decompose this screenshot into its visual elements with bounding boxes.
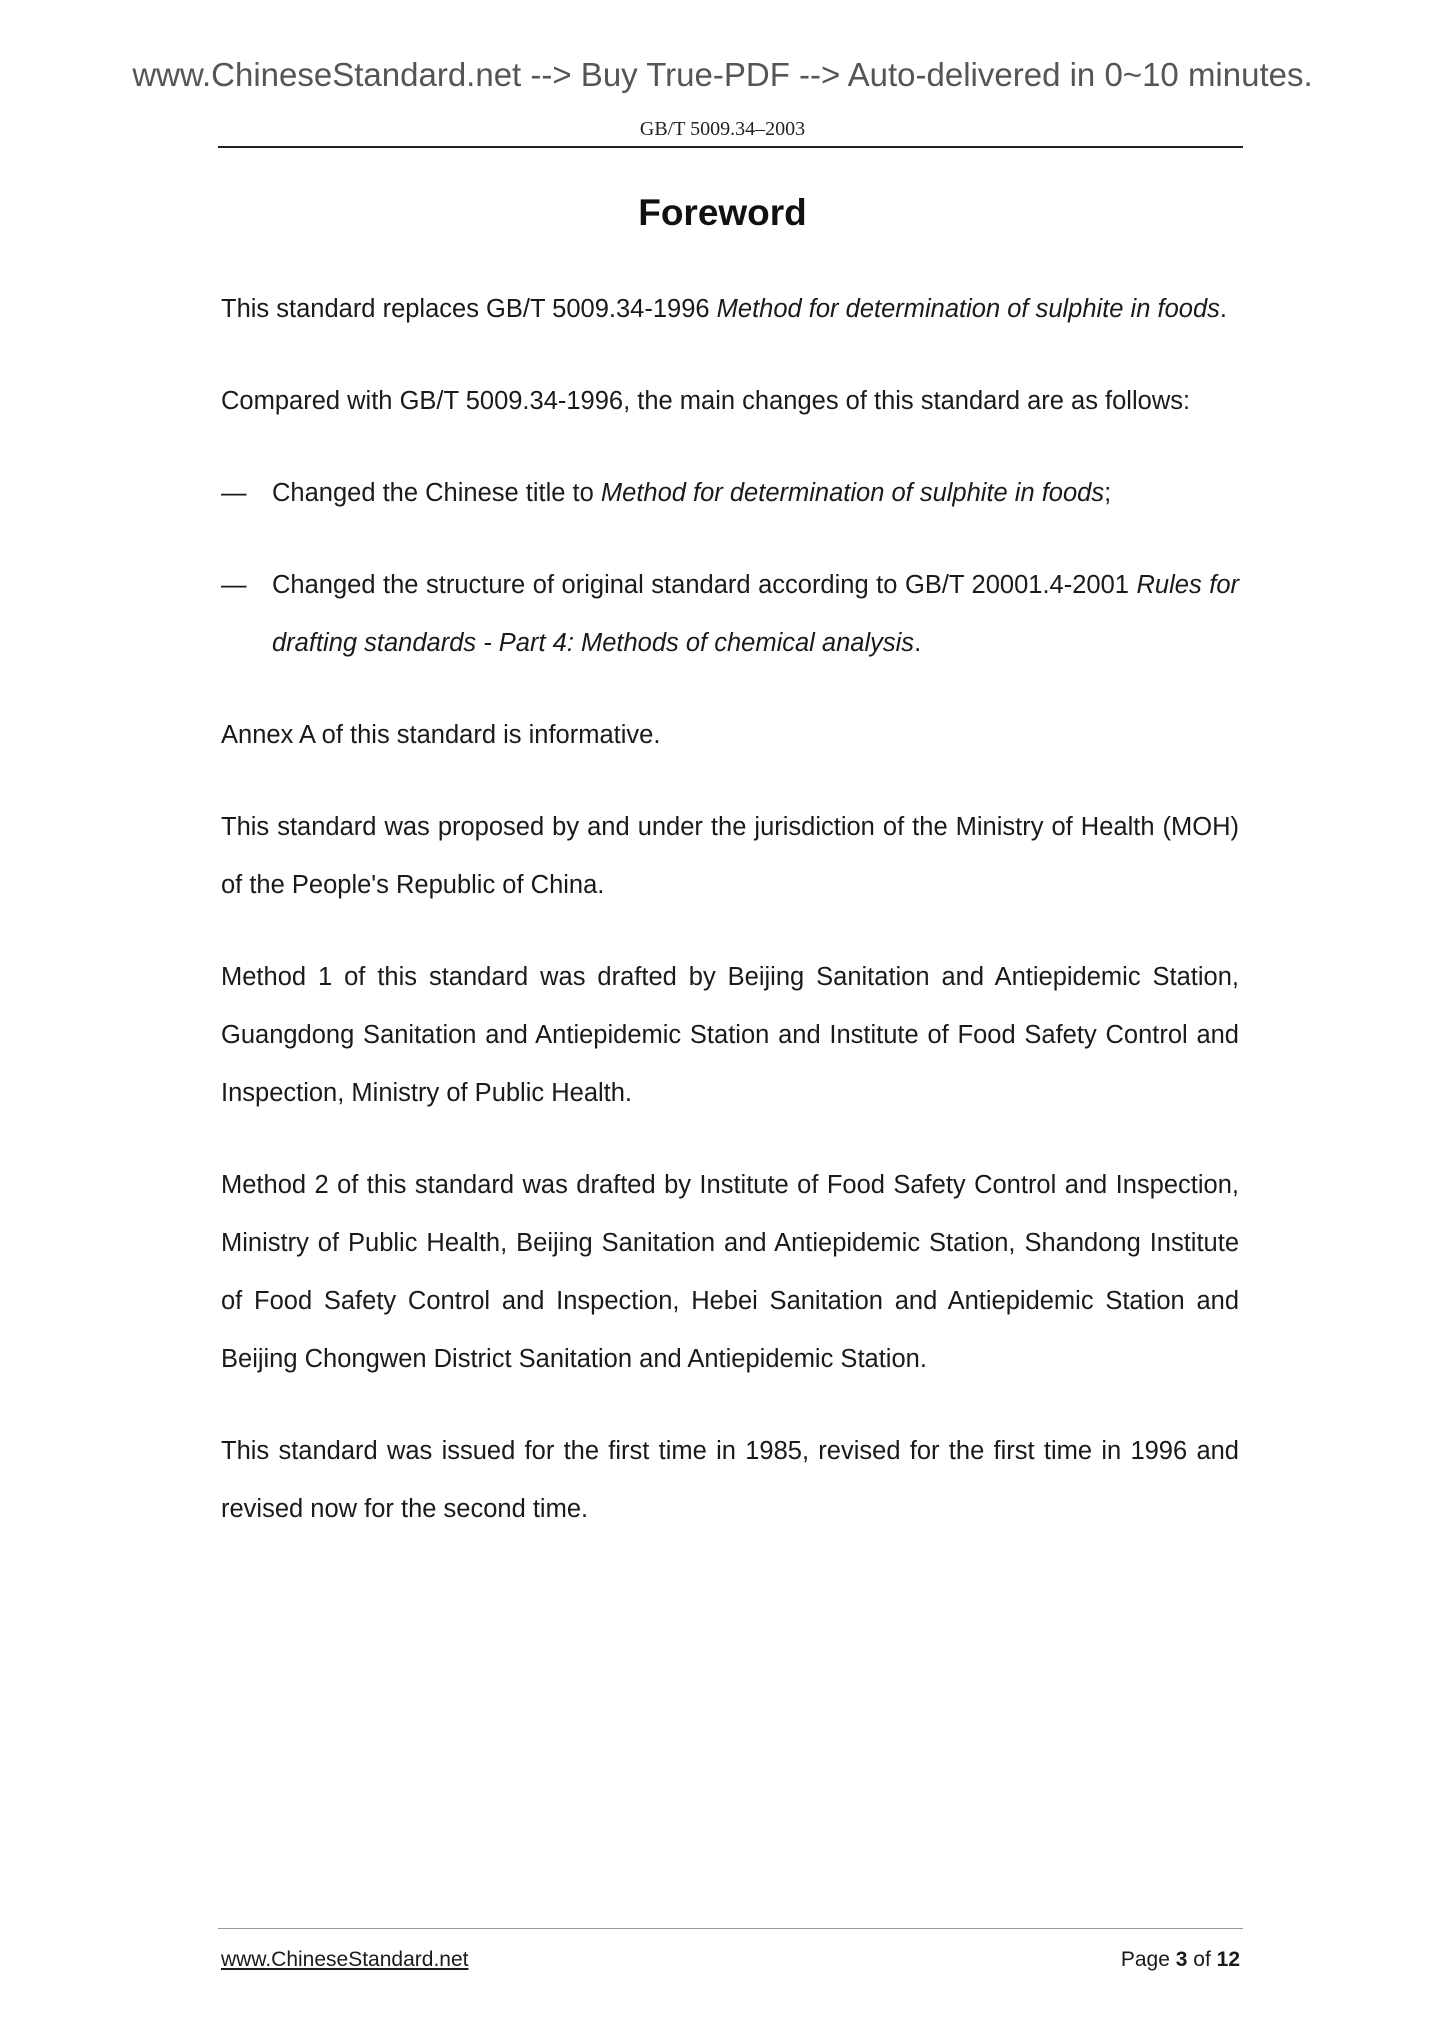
standard-title-italic: Method for determination of sulphite in foods: [600, 479, 1105, 507]
paragraph-proposed: This standard was proposed by and under the jurisdiction of the Ministry of Health (MOH) of the People's Republic of China.: [221, 813, 1239, 899]
footer-site-link[interactable]: www.ChineseStandard.net: [221, 1948, 469, 1971]
paragraph-annex: Annex A of this standard is informative.: [221, 721, 661, 749]
paragraph-changes-intro: Compared with GB/T 5009.34-1996, the main changes of this standard are as follows:: [221, 387, 1191, 415]
list-item: [221, 556, 1239, 672]
foreword-body: [221, 280, 1239, 1572]
paragraph-text: This standard replaces GB/T 5009.34-1996: [221, 295, 717, 323]
standard-title-italic: Rules for drafting standards - Part 4: Methods of chemical analysis: [272, 571, 1239, 657]
punctuation: .: [1219, 295, 1227, 323]
document-code: GB/T 5009.34–2003: [639, 118, 806, 140]
total-pages: 12: [1216, 1948, 1240, 1971]
dash-bullet: —: [221, 571, 247, 599]
paragraph-replaces: [221, 280, 1239, 338]
page-title: Foreword: [638, 192, 807, 233]
page-number: [1121, 1948, 1240, 1972]
page-label: Page: [1120, 1948, 1176, 1971]
punctuation: ;: [1104, 479, 1112, 507]
paragraph-method-2: Method 2 of this standard was drafted by Institute of Food Safety Control and Inspection, Ministry of Public Health, Beijing Sanitation and Antiepidemic Station, Shandong Institute of Food Safety Control and Inspection, Hebei Sanitation and Antiepidemic Station and Beijing Chongwen District Sanitation and Antiepidemic Station.: [221, 1171, 1239, 1373]
site-banner: www.ChineseStandard.net --> Buy True-PDF --> Auto-delivered in 0~10 minutes.: [132, 56, 1313, 93]
list-item: [221, 464, 1239, 522]
list-item-text: Changed the structure of original standard according to GB/T 20001.4-2001: [272, 571, 1137, 599]
header-divider: [218, 146, 1243, 148]
dash-bullet: —: [221, 479, 247, 507]
paragraph-method-1: Method 1 of this standard was drafted by Beijing Sanitation and Antiepidemic Station, Guangdong Sanitation and Antiepidemic Station and Institute of Food Safety Control and Inspection, Ministry of Public Health.: [221, 963, 1239, 1107]
punctuation: .: [914, 629, 922, 657]
page-of-label: of: [1187, 1948, 1217, 1971]
current-page: 3: [1175, 1948, 1188, 1971]
paragraph-history: This standard was issued for the first time in 1985, revised for the first time in 1996 and revised now for the second time.: [221, 1437, 1239, 1523]
standard-title-italic: Method for determination of sulphite in foods: [716, 295, 1220, 323]
list-item-text: Changed the Chinese title to: [272, 479, 601, 507]
footer-divider: [218, 1928, 1243, 1929]
